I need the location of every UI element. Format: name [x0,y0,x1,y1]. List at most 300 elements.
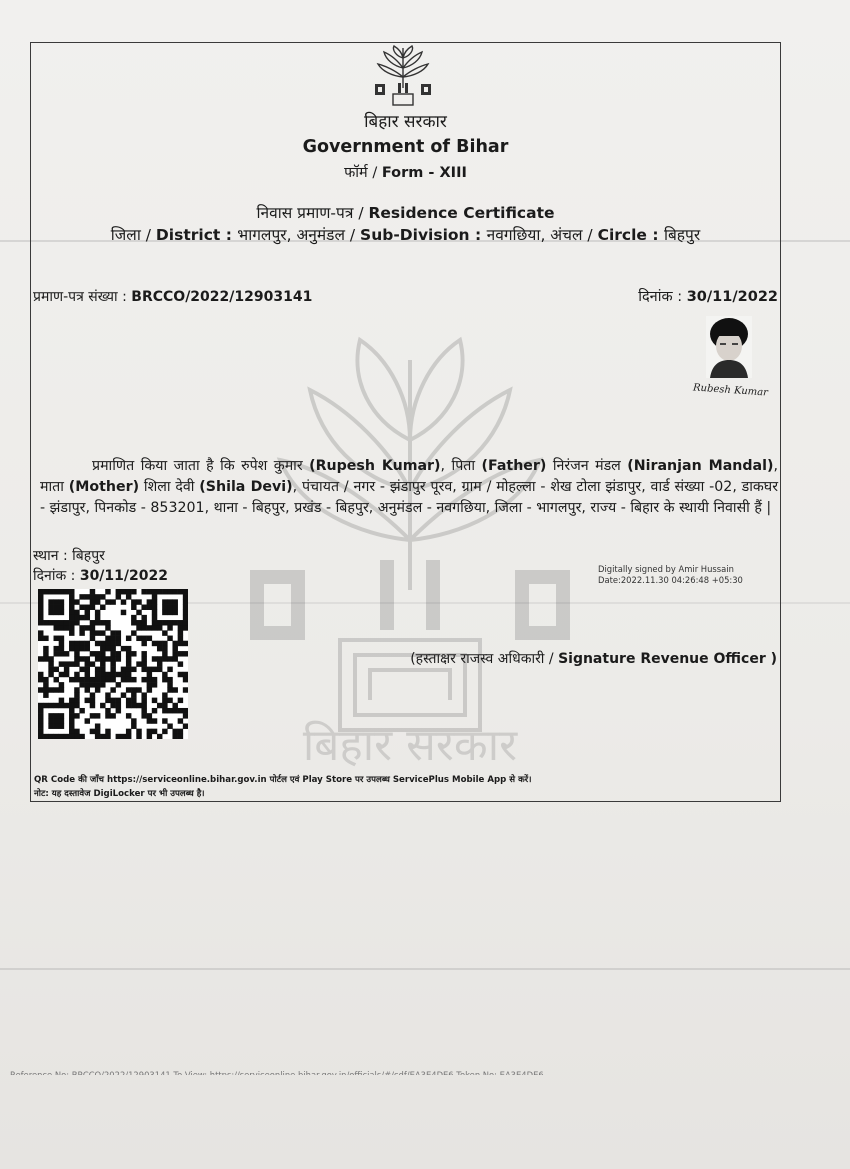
qr-module [95,729,100,734]
qr-module [162,610,167,615]
qr-module [110,661,115,666]
qr-module [172,599,177,604]
qr-module [79,646,84,651]
qr-module [90,636,95,641]
qr-module [172,651,177,656]
qr-module [95,734,100,739]
qr-module [126,677,131,682]
qr-module [64,589,69,594]
qr-module [95,723,100,728]
qr-module [172,734,177,739]
qr-module [64,734,69,739]
qr-module [79,734,84,739]
qr-module [105,646,110,651]
subdivision-value: नवगछिया [486,226,541,244]
qr-module [100,641,105,646]
qr-module [74,687,79,692]
qr-module [74,729,79,734]
qr-module [48,605,53,610]
qr-module [110,646,115,651]
qr-module [110,713,115,718]
qr-module [100,656,105,661]
qr-module [141,625,146,630]
qr-module [38,636,43,641]
qr-module [74,641,79,646]
qr-module [48,620,53,625]
qr-module [105,734,110,739]
qr-module [54,723,59,728]
qr-module [126,646,131,651]
qr-module [54,620,59,625]
qr-module [172,620,177,625]
qr-module [131,630,136,635]
qr-module [59,687,64,692]
qr-module [131,677,136,682]
qr-module [167,723,172,728]
qr-module [141,713,146,718]
qr-module [95,713,100,718]
qr-module [69,677,74,682]
qr-module [141,661,146,666]
form-hindi: फॉर्म [344,165,368,181]
qr-module [95,630,100,635]
qr-module [38,708,43,713]
body-text: शिला देवी [139,479,200,495]
digital-sign-line2: Date:2022.11.30 04:26:48 +05:30 [598,574,743,585]
qr-module [69,723,74,728]
qr-module [90,698,95,703]
qr-module [167,620,172,625]
qr-module [116,708,121,713]
qr-module [74,646,79,651]
qr-module [121,692,126,697]
qr-module [105,589,110,594]
qr-module [141,651,146,656]
qr-module [162,672,167,677]
qr-module [162,605,167,610]
district-label-english: District [155,226,221,244]
qr-module [38,656,43,661]
qr-module [90,729,95,734]
qr-module [69,605,74,610]
qr-module [69,630,74,635]
qr-module [54,718,59,723]
qr-module [90,692,95,697]
qr-module [69,610,74,615]
qr-module [43,692,48,697]
qr-module [147,718,152,723]
qr-module [178,589,183,594]
qr-module [152,698,157,703]
qr-module [141,589,146,594]
qr-module [121,610,126,615]
qr-module [183,708,188,713]
qr-module [121,646,126,651]
certificate-number-value: BRCCO/2022/12903141 [131,289,313,305]
qr-module [167,636,172,641]
qr-module [136,687,141,692]
qr-module [147,729,152,734]
qr-module [59,734,64,739]
qr-module [59,682,64,687]
watermark-text: बिहार सरकार [302,720,518,770]
qr-module [152,718,157,723]
qr-module [69,661,74,666]
qr-module [131,723,136,728]
qr-module [38,589,43,594]
mother-name-english: (Shila Devi) [199,479,293,495]
qr-module [126,698,131,703]
qr-module [162,599,167,604]
qr-module [69,703,74,708]
qr-module [85,625,90,630]
qr-module [167,605,172,610]
qr-module [147,636,152,641]
qr-module [90,620,95,625]
qr-module [59,625,64,630]
qr-module [59,651,64,656]
qr-module [162,729,167,734]
qr-module [157,661,162,666]
qr-module [100,667,105,672]
qr-module [105,692,110,697]
qr-module [152,594,157,599]
qr-module [126,651,131,656]
qr-module [100,677,105,682]
qr-module [172,610,177,615]
qr-module [157,620,162,625]
qr-module [126,703,131,708]
qr-module [121,599,126,604]
qr-module [141,708,146,713]
qr-module [43,656,48,661]
qr-module [172,641,177,646]
qr-module [141,641,146,646]
fold-line [0,968,850,970]
qr-module [69,718,74,723]
qr-module [126,672,131,677]
qr-module [141,656,146,661]
digital-signature [598,564,743,585]
qr-module [183,605,188,610]
qr-module [69,646,74,651]
qr-module [48,687,53,692]
qr-module [126,687,131,692]
qr-module [54,625,59,630]
qr-module [152,620,157,625]
qr-module [162,677,167,682]
qr-module [95,594,100,599]
qr-module [162,651,167,656]
qr-module [126,729,131,734]
certificate-body [40,456,778,519]
qr-module [43,651,48,656]
qr-module [43,687,48,692]
qr-code-icon [38,589,188,739]
qr-module [152,599,157,604]
qr-module [95,610,100,615]
qr-module [136,636,141,641]
qr-module [141,703,146,708]
qr-module [116,698,121,703]
qr-module [38,723,43,728]
footer-date-label: दिनांक : [33,568,76,584]
qr-module [105,620,110,625]
issue-date [638,286,778,306]
qr-module [95,672,100,677]
qr-module [54,687,59,692]
qr-module [85,641,90,646]
qr-module [178,630,183,635]
body-text: , पंचायत / नगर - झंडापुर पूरव, ग्राम / मोहल्ला - शेख टोला झंडापुर, वार्ड संख्या -02, डाकघर - झंडापुर, पिनकोड - 853201, थाना - बिहपुर, प्रखंड - बिहपुर, अनुमंडल - नवगछिया, जिला - भागलपुर, राज्य - बिहार के स्थायी निवासी हैं | [40,479,778,516]
qr-module [38,734,43,739]
qr-module [131,698,136,703]
qr-module [141,698,146,703]
qr-module [147,589,152,594]
qr-module [110,687,115,692]
qr-module [183,723,188,728]
qr-module [110,599,115,604]
qr-module [64,672,69,677]
qr-module [74,713,79,718]
qr-module [116,630,121,635]
qr-module [172,687,177,692]
qr-module [54,636,59,641]
qr-module [43,677,48,682]
qr-module [48,599,53,604]
qr-module [90,599,95,604]
qr-module [183,687,188,692]
qr-module [85,672,90,677]
qr-module [85,682,90,687]
place-label: स्थान : [33,548,68,564]
qr-module [74,672,79,677]
qr-module [167,682,172,687]
qr-module [59,713,64,718]
qr-module [74,610,79,615]
qr-module [110,656,115,661]
qr-module [74,599,79,604]
qr-module [85,605,90,610]
qr-module [48,718,53,723]
qr-module [110,677,115,682]
qr-module [147,667,152,672]
qr-module [157,641,162,646]
qr-module [74,620,79,625]
qr-module [162,641,167,646]
qr-module [90,703,95,708]
qr-module [69,589,74,594]
qr-module [178,718,183,723]
qr-module [105,713,110,718]
qr-module [172,646,177,651]
qr-module [100,646,105,651]
qr-module [162,646,167,651]
qr-module [105,599,110,604]
qr-module [38,594,43,599]
qr-module [74,692,79,697]
qr-module [59,723,64,728]
qr-module [48,723,53,728]
qr-module [54,703,59,708]
qr-module [43,703,48,708]
qr-module [178,672,183,677]
qr-module [183,599,188,604]
qr-module [152,641,157,646]
qr-module [90,651,95,656]
qr-module [157,667,162,672]
qr-module [172,708,177,713]
qr-module [110,672,115,677]
qr-module [147,672,152,677]
qr-module [126,661,131,666]
qr-module [79,656,84,661]
qr-module [74,651,79,656]
qr-module [79,682,84,687]
circle-label-hindi: अंचल [550,226,583,244]
qr-module [85,718,90,723]
qr-module [95,599,100,604]
qr-module [167,677,172,682]
qr-code-graphic [38,589,188,739]
qr-module [152,682,157,687]
qr-module [43,636,48,641]
mother-label-english: (Mother) [68,479,140,495]
qr-module [131,718,136,723]
qr-module [141,636,146,641]
qr-module [59,646,64,651]
qr-module [167,656,172,661]
digilocker-note: नोट: यह दस्तावेज DigiLocker पर भी उपलब्ध है। [34,789,205,799]
qr-module [90,713,95,718]
qr-module [54,667,59,672]
footer-date [33,566,168,585]
qr-module [116,682,121,687]
qr-module [110,641,115,646]
qr-module [105,708,110,713]
applicant-photo [706,316,752,378]
qr-module [157,589,162,594]
qr-module [43,734,48,739]
qr-module [141,667,146,672]
qr-module [100,734,105,739]
qr-module [183,641,188,646]
qr-module [162,718,167,723]
qr-module [90,682,95,687]
qr-module [116,636,121,641]
qr-module [131,599,136,604]
qr-module [162,620,167,625]
subdivision-label-hindi: अनुमंडल [296,226,345,244]
qr-module [59,636,64,641]
qr-module [126,656,131,661]
qr-module [69,713,74,718]
qr-module [157,625,162,630]
govt-hindi: बिहार सरकार [364,112,447,132]
qr-module [183,610,188,615]
qr-module [116,672,121,677]
qr-module [126,734,131,739]
qr-module [131,667,136,672]
qr-module [152,667,157,672]
qr-module [141,620,146,625]
qr-module [79,667,84,672]
qr-module [38,672,43,677]
qr-module [136,703,141,708]
qr-module [85,677,90,682]
qr-module [38,713,43,718]
qr-module [69,641,74,646]
place [33,546,105,565]
qr-module [79,594,84,599]
qr-module [90,661,95,666]
qr-module [38,687,43,692]
qr-module [69,615,74,620]
qr-module [183,672,188,677]
qr-module [85,615,90,620]
qr-module [105,641,110,646]
qr-module [54,677,59,682]
qr-module [100,661,105,666]
qr-module [141,605,146,610]
qr-module [121,677,126,682]
qr-module [141,677,146,682]
qr-module [162,703,167,708]
qr-module [95,682,100,687]
qr-module [162,698,167,703]
qr-module [152,729,157,734]
qr-module [167,589,172,594]
qr-module [100,630,105,635]
qr-module [152,708,157,713]
qr-module [59,703,64,708]
qr-module [183,589,188,594]
qr-module [178,651,183,656]
qr-module [178,641,183,646]
qr-module [116,641,121,646]
qr-module [90,630,95,635]
qr-module [64,703,69,708]
qr-module [167,698,172,703]
certificate-number-label: प्रमाण-पत्र संख्या : [33,289,127,305]
certificate-title: निवास प्रमाण-पत्र / Residence Certificate [256,204,555,222]
qr-module [100,594,105,599]
qr-module [54,713,59,718]
qr-module [85,687,90,692]
qr-module [48,667,53,672]
qr-module [105,636,110,641]
qr-module [69,708,74,713]
body-text: , माता [40,458,778,495]
qr-module [147,599,152,604]
father-name-english: (Niranjan Mandal) [627,458,774,474]
qr-module [48,661,53,666]
qr-module [59,672,64,677]
qr-module [90,594,95,599]
qr-module [64,661,69,666]
qr-module [59,641,64,646]
qr-module [85,667,90,672]
qr-module [79,605,84,610]
qr-module [147,682,152,687]
qr-module [162,656,167,661]
qr-module [116,734,121,739]
qr-module [147,605,152,610]
subdivision-label-english: Sub-Division [360,226,470,244]
qr-module [59,698,64,703]
qr-module [172,729,177,734]
father-label-english: (Father) [481,458,547,474]
